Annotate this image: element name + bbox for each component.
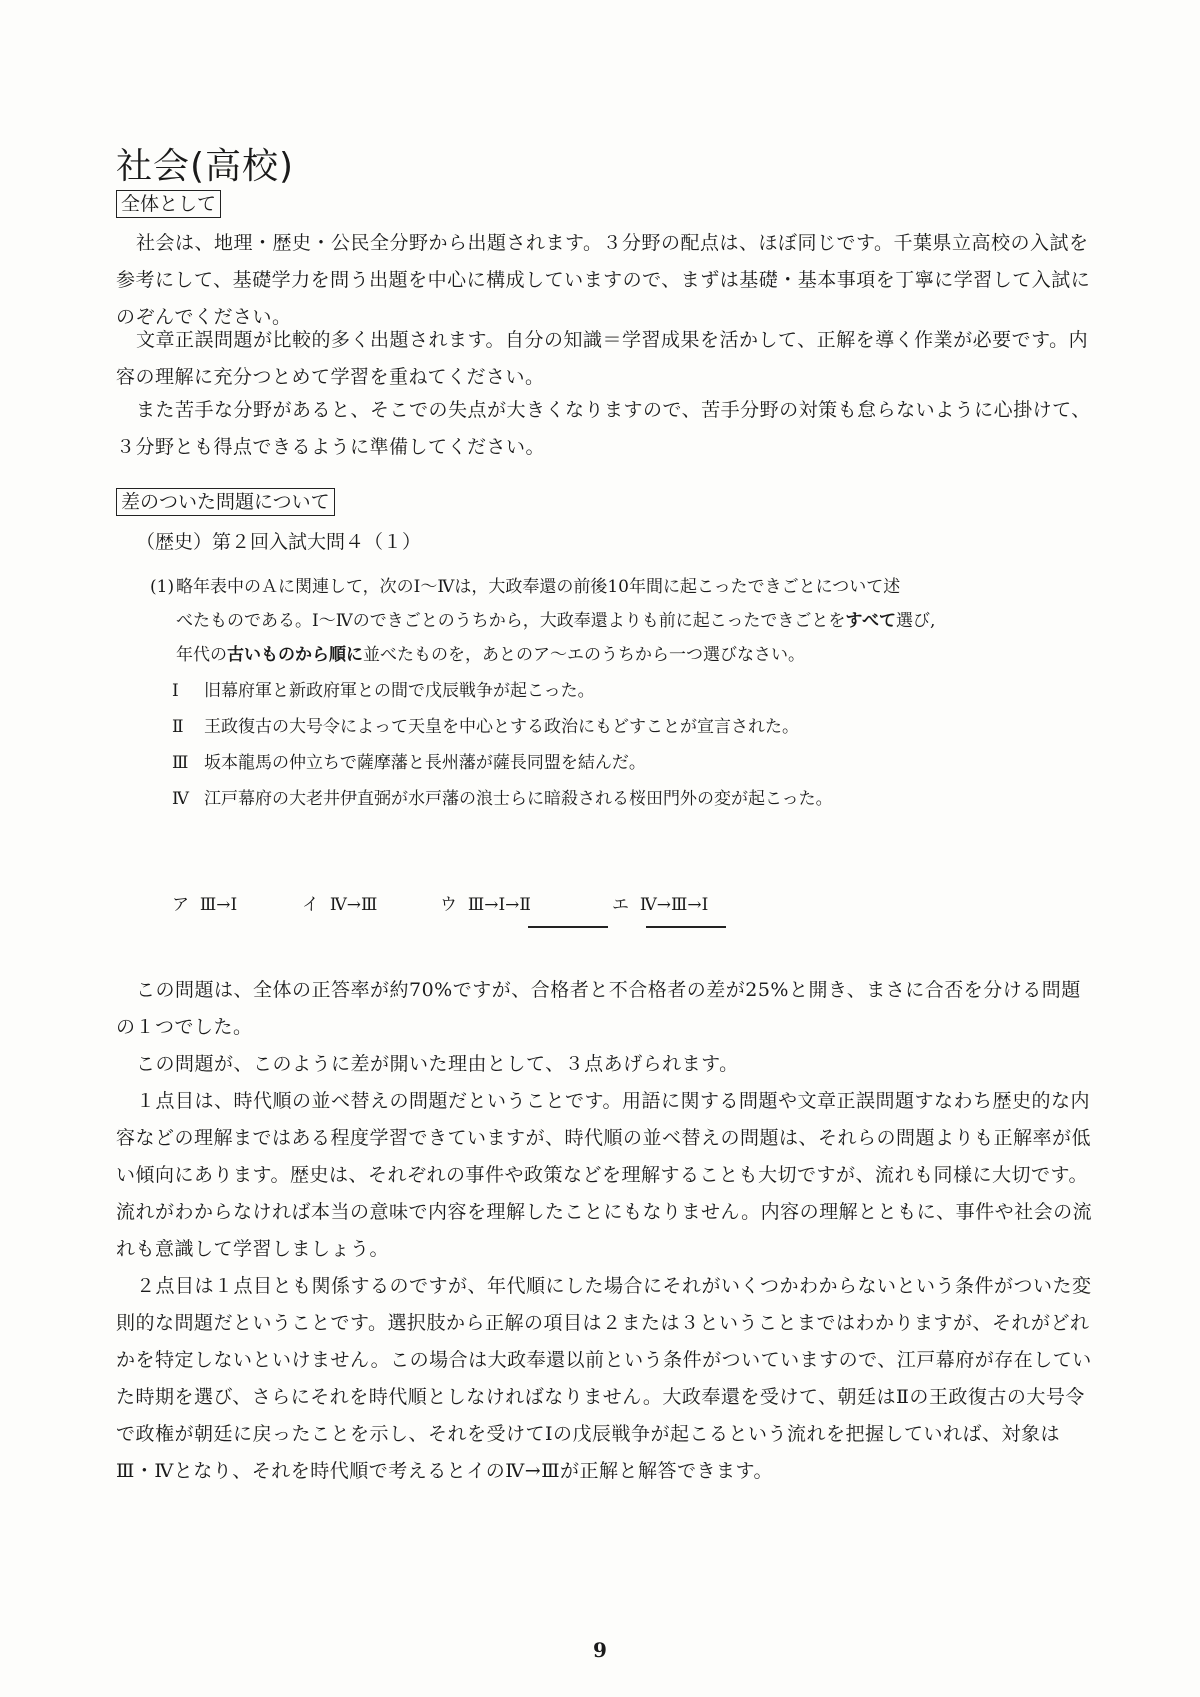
event-item-3: [172, 748, 646, 773]
analysis-paragraph-2: この問題が、このように差が開いた理由として、３点あげられます。: [136, 1053, 739, 1075]
event-mark: Ⅲ: [172, 753, 189, 773]
event-item-1: [172, 676, 595, 701]
option-mark: イ: [302, 895, 319, 915]
question-text-line-3-start: 年代の: [176, 645, 227, 665]
event-text: 坂本龍馬の仲立ちで薩摩藩と長州藩が薩長同盟を結んだ。: [204, 753, 646, 773]
page-title: 社会(高校): [116, 146, 295, 187]
question-number: (1): [150, 577, 175, 597]
event-mark: Ⅰ: [172, 681, 179, 701]
question-text-line-1: 略年表中のＡに関連して，次のⅠ～Ⅳは，大政奉還の前後10年間に起こったできごとについて述: [176, 577, 901, 597]
question-text-line-3-end: 並べたものを，あとのア～エのうちから一つ選びなさい。: [363, 645, 805, 665]
option-mark: エ: [612, 895, 629, 915]
option-text: Ⅳ→Ⅲ: [329, 895, 378, 915]
underline-mark-2: [646, 926, 726, 928]
event-text: 旧幕府軍と新政府軍との間で戊辰戦争が起こった。: [204, 681, 595, 701]
question-text-line-2: べたものである。Ⅰ～Ⅳのできごとのうちから，大政奉還よりも前に起こったできごとを: [176, 611, 846, 631]
section-label-discriminating-questions: 差のついた問題について: [116, 488, 335, 516]
overview-paragraph-3: また苦手な分野があると、そこでの失点が大きくなりますので、苦手分野の対策も怠らないように心掛けて、３分野とも得点できるように準備してください。: [116, 399, 1091, 458]
page-number: 9: [593, 1638, 607, 1662]
section-label-overview: 全体として: [116, 190, 221, 218]
event-text: 王政復古の大号令によって天皇を中心とする政治にもどすことが宣言された。: [204, 717, 799, 737]
overview-paragraph-1: 社会は、地理・歴史・公民全分野から出題されます。３分野の配点は、ほぼ同じです。千葉県立高校の入試を参考にして、基礎学力を問う出題を中心に構成していますので、まずは基礎・基本事項を丁寧に学習して入試にのぞんでください。: [116, 232, 1091, 328]
event-item-2: [172, 712, 799, 737]
answer-option-a: [172, 890, 237, 915]
option-mark: ア: [172, 895, 189, 915]
answer-option-b: [302, 890, 377, 915]
question-emphasis-all: すべて: [845, 611, 897, 631]
option-mark: ウ: [440, 895, 457, 915]
overview-paragraph-2: 文章正誤問題が比較的多く出題されます。自分の知識＝学習成果を活かして、正解を導く作業が必要です。内容の理解に充分つとめて学習を重ねてください。: [116, 329, 1089, 388]
event-mark: Ⅱ: [172, 717, 184, 737]
question-text-line-2-end: 選び,: [896, 611, 936, 631]
underline-mark-1: [528, 926, 608, 928]
question-statement: [150, 570, 1080, 672]
question-reference: （歴史）第２回入試大問４（１）: [136, 531, 422, 553]
option-text: Ⅳ→Ⅲ→Ⅰ: [639, 895, 709, 915]
analysis-paragraph-4: ２点目は１点目とも関係するのですが、年代順にした場合にそれがいくつかわからないという条件がついた変則的な問題だということです。選択肢から正解の項目は２または３ということまではわかりますが、それがどれかを特定しないといけません。この場合は大政奉還以前という条件がついていますので、江戸幕府が存在していた時期を選び、さらにそれを時代順としなければなりません。大政奉還を受けて、朝廷はⅡの王政復古の大号令で政権が朝廷に戻ったことを示し、それを受けてⅠの戊辰戦争が起こるという流れを把握していれば、対象はⅢ・Ⅳとなり、それを時代順で考えるとイのⅣ→Ⅲが正解と解答できます。: [116, 1275, 1092, 1482]
analysis-paragraph-3: １点目は、時代順の並べ替えの問題だということです。用語に関する問題や文章正誤問題すなわち歴史的な内容などの理解まではある程度学習できていますが、時代順の並べ替えの問題は、それらの問題よりも正解率が低い傾向にあります。歴史は、それぞれの事件や政策などを理解することも大切ですが、流れも同様に大切です。流れがわからなければ本当の意味で内容を理解したことにもなりません。内容の理解とともに、事件や社会の流れも意識して学習しましょう。: [116, 1090, 1093, 1260]
event-text: 江戸幕府の大老井伊直弼が水戸藩の浪士らに暗殺される桜田門外の変が起こった。: [204, 789, 833, 809]
event-mark: Ⅳ: [172, 789, 189, 809]
answer-option-c: [440, 890, 531, 915]
analysis-paragraph-1: この問題は、全体の正答率が約70%ですが、合格者と不合格者の差が25%と開き、まさに合否を分ける問題の１つでした。: [116, 979, 1081, 1038]
question-emphasis-oldest-first: 古いものから順に: [227, 645, 363, 665]
answer-option-d: [612, 890, 708, 915]
option-text: Ⅲ→Ⅰ→Ⅱ: [467, 895, 531, 915]
option-text: Ⅲ→Ⅰ: [199, 895, 238, 915]
event-item-4: [172, 784, 833, 809]
